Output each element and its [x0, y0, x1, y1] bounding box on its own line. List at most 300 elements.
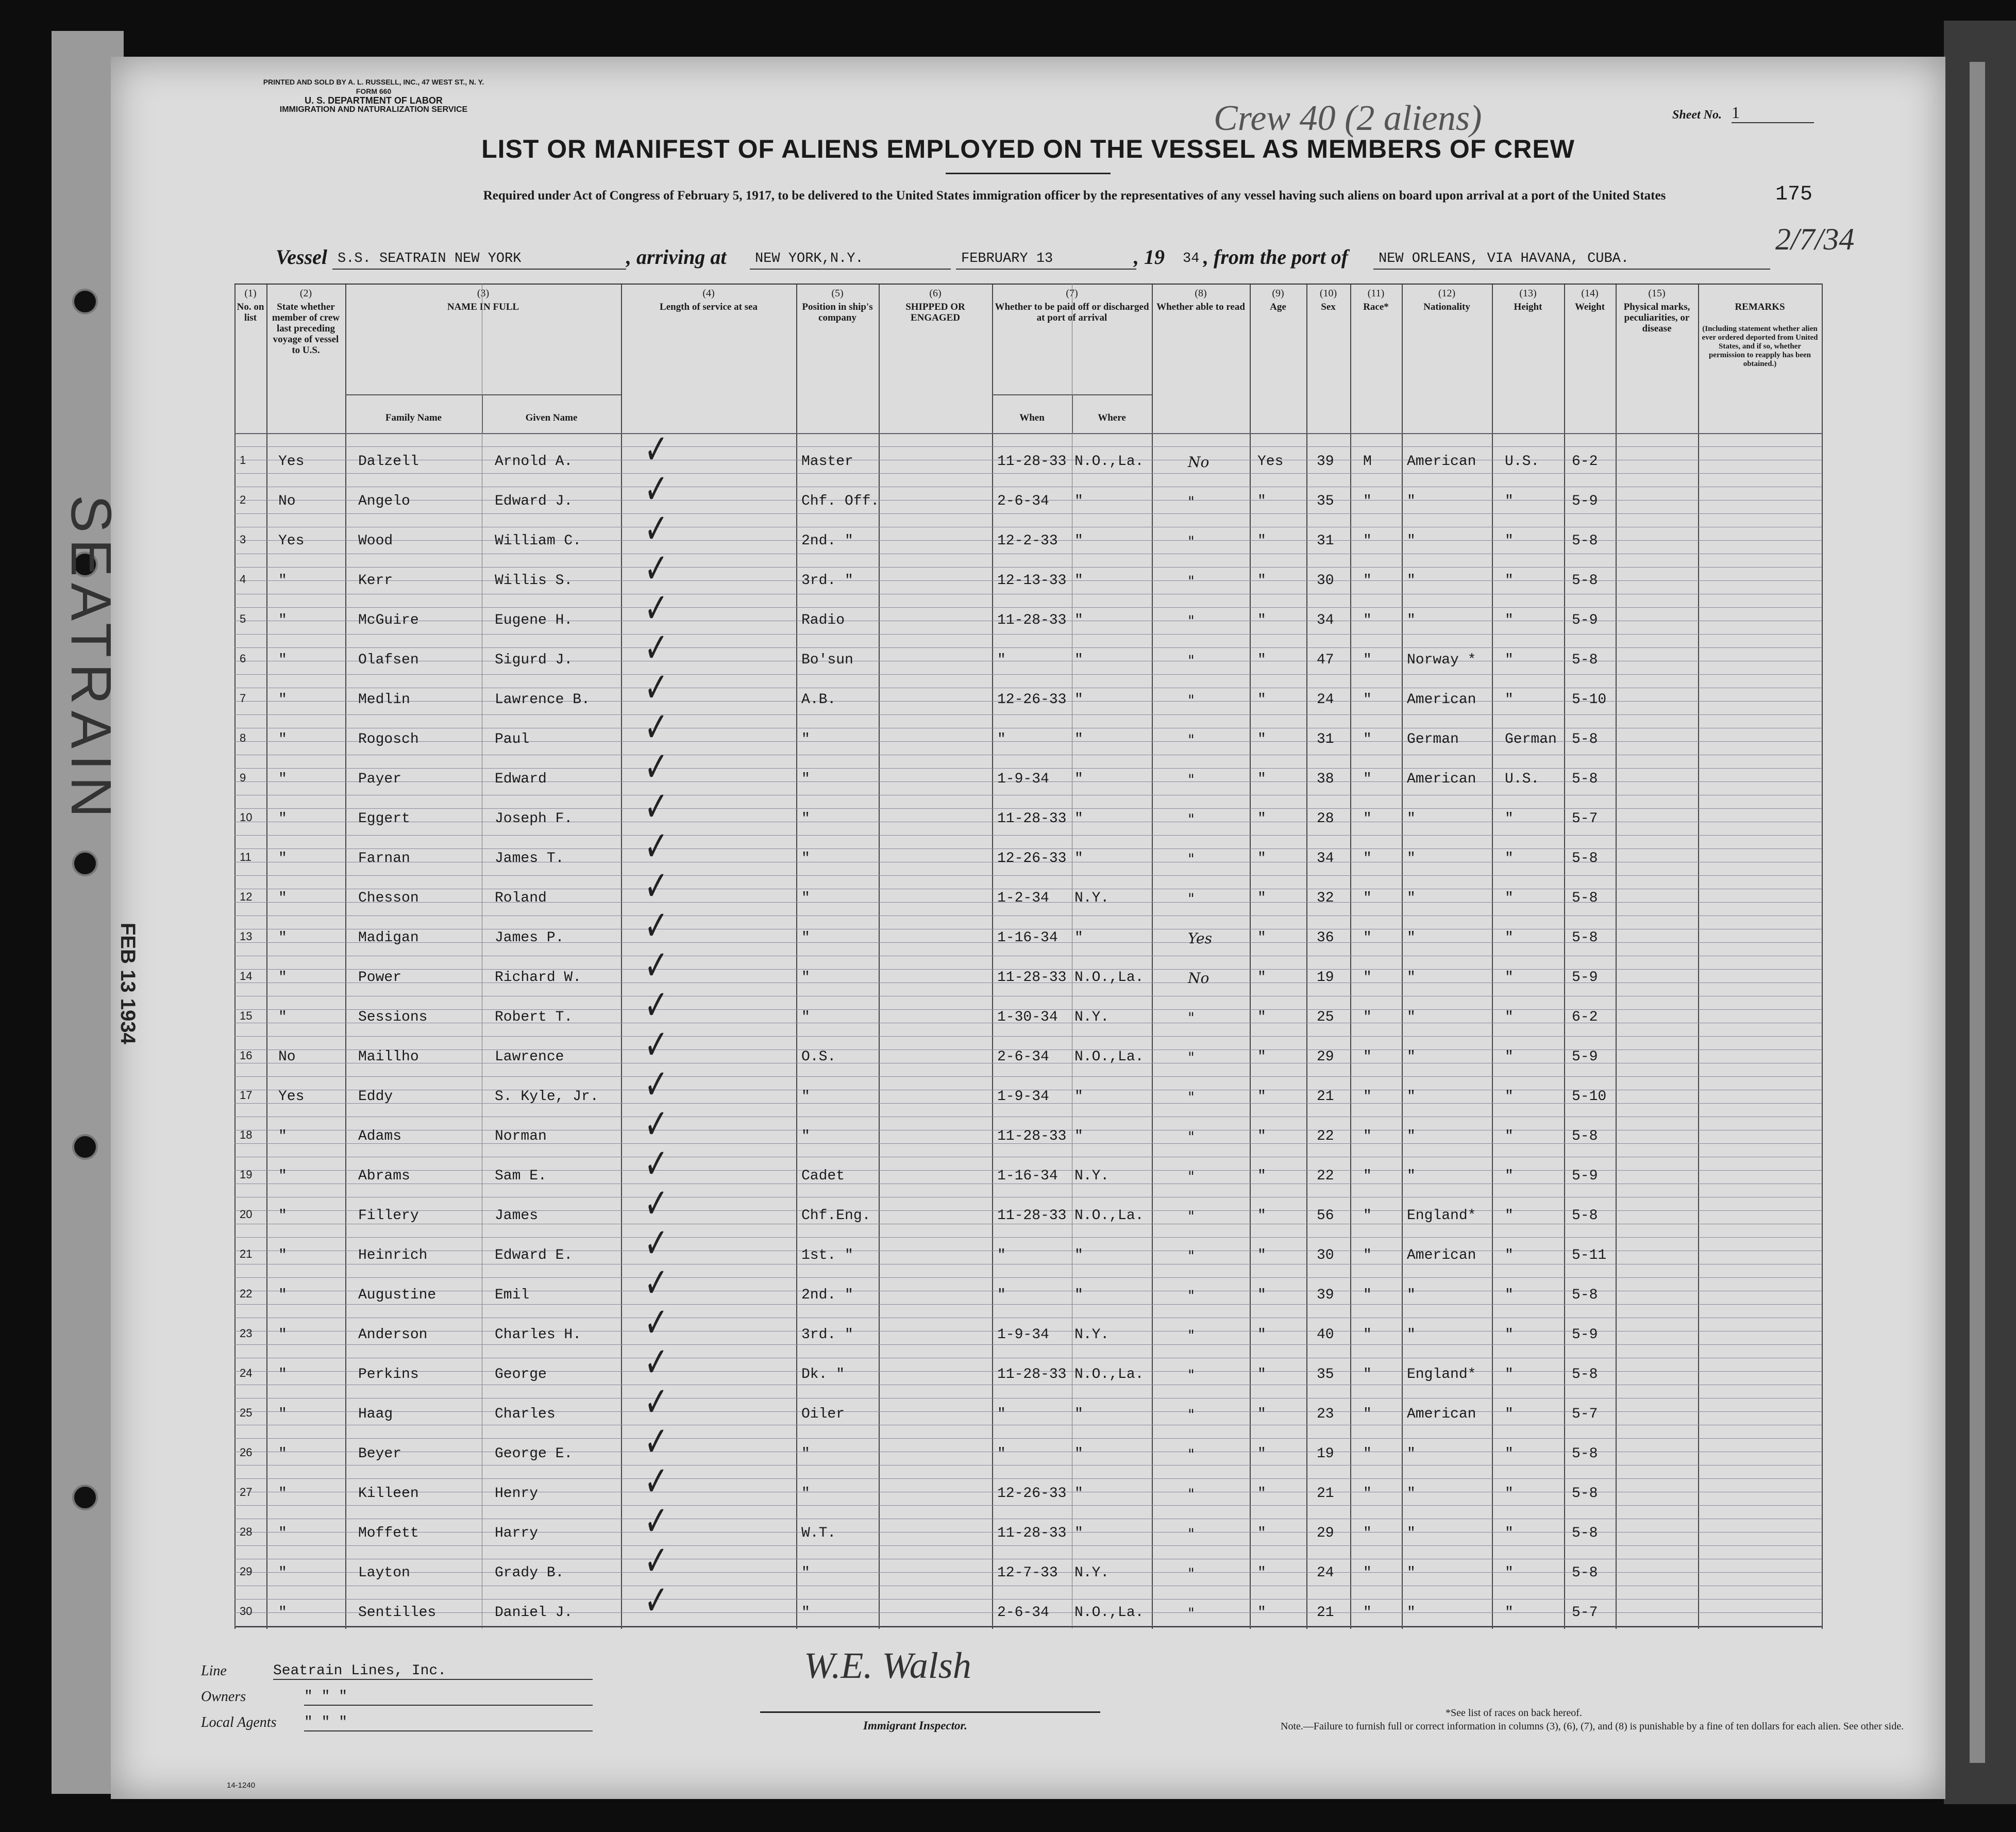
service-check-mark: ✓ — [644, 824, 668, 870]
ruled-line — [234, 607, 1822, 608]
nationality: U.S. — [1505, 454, 1540, 470]
shipped-when: 11-28-33 — [997, 1525, 1067, 1541]
family-name: Fillery — [358, 1208, 419, 1224]
sex: " — [1363, 970, 1372, 986]
paid-off: " — [1188, 1327, 1195, 1344]
shipped-when: 11-28-33 — [997, 1208, 1067, 1224]
service-check-mark: ✓ — [644, 1499, 668, 1544]
shipped-when: 12-26-33 — [997, 692, 1067, 708]
from-port: NEW ORLEANS, VIA HAVANA, CUBA. — [1373, 251, 1770, 270]
height: 5-9 — [1572, 493, 1598, 509]
service-check-mark: ✓ — [644, 1023, 668, 1068]
nationality: " — [1505, 970, 1514, 986]
family-name: Payer — [358, 771, 402, 787]
family-name: Moffett — [358, 1525, 419, 1541]
family-name: Medlin — [358, 692, 410, 708]
paid-off: " — [1188, 1049, 1195, 1066]
shipped-when: 11-28-33 — [997, 612, 1067, 628]
given-name: Paul — [495, 731, 530, 747]
race: " — [1407, 1446, 1416, 1462]
age: 36 — [1317, 930, 1334, 946]
sex: " — [1363, 1565, 1372, 1581]
column-rule — [266, 284, 267, 1629]
column-header: Age — [1270, 302, 1286, 312]
shipped-where: " — [1074, 731, 1083, 747]
prev-voyage: " — [278, 771, 287, 787]
column-header: Weight — [1574, 302, 1605, 312]
height: 5-8 — [1572, 771, 1598, 787]
able-to-read: " — [1257, 1089, 1266, 1105]
sex: " — [1363, 1128, 1372, 1144]
ruled-line — [234, 1036, 1822, 1037]
position: " — [801, 1009, 810, 1025]
race: " — [1407, 1089, 1416, 1105]
nationality: " — [1505, 573, 1514, 589]
printer-imprint — [188, 77, 559, 114]
given-name: Edward E. — [495, 1247, 573, 1263]
prev-voyage: " — [278, 970, 287, 986]
able-to-read: " — [1257, 1525, 1266, 1541]
given-name: Sam E. — [495, 1168, 547, 1184]
shipped-where: " — [1074, 851, 1083, 867]
position: " — [801, 771, 810, 787]
paid-off: " — [1188, 533, 1195, 550]
row-number: 22 — [240, 1287, 253, 1300]
age: 21 — [1317, 1089, 1334, 1105]
race: England* — [1407, 1208, 1476, 1224]
able-to-read: " — [1257, 1565, 1266, 1581]
height: 5-9 — [1572, 970, 1598, 986]
age: 29 — [1317, 1525, 1334, 1541]
height: 5-8 — [1572, 1525, 1598, 1541]
shipped-when: 11-28-33 — [997, 1367, 1067, 1383]
shipped-where: " — [1074, 573, 1083, 589]
able-to-read: " — [1257, 851, 1266, 867]
from-port-label: , from the port of — [1203, 245, 1349, 269]
age: 39 — [1317, 1287, 1334, 1303]
paid-off: " — [1188, 851, 1195, 868]
given-name: Sigurd J. — [495, 652, 573, 668]
row-number: 5 — [240, 612, 246, 625]
height: 5-10 — [1572, 1089, 1607, 1105]
service-check-mark: ✓ — [644, 983, 668, 1028]
race: " — [1407, 1009, 1416, 1025]
nationality: " — [1505, 930, 1514, 946]
service-check-mark: ✓ — [644, 1420, 668, 1465]
race: American — [1407, 692, 1476, 708]
prev-voyage: " — [278, 1208, 287, 1224]
age: 38 — [1317, 771, 1334, 787]
paid-off: " — [1188, 1605, 1195, 1622]
position: 3rd. " — [801, 573, 853, 589]
position: " — [801, 851, 810, 867]
given-name: William C. — [495, 533, 582, 549]
column-number: (8) — [1195, 288, 1207, 299]
age: 19 — [1317, 1446, 1334, 1462]
paid-off: " — [1188, 890, 1195, 907]
row-number: 21 — [240, 1247, 253, 1260]
height: 5-10 — [1572, 692, 1607, 708]
age: 35 — [1317, 1367, 1334, 1383]
position: Master — [801, 454, 853, 470]
paid-off: " — [1188, 811, 1195, 828]
age: 30 — [1317, 573, 1334, 589]
service-check-mark: ✓ — [644, 1062, 668, 1108]
race: " — [1407, 1049, 1416, 1065]
able-to-read: " — [1257, 1486, 1266, 1502]
race: " — [1407, 612, 1416, 628]
column-rule — [1350, 284, 1351, 1629]
row-number: 3 — [240, 533, 246, 546]
prev-voyage: " — [278, 652, 287, 668]
able-to-read: " — [1257, 1168, 1266, 1184]
age: 22 — [1317, 1168, 1334, 1184]
sex: " — [1363, 612, 1372, 628]
row-number: 11 — [240, 851, 251, 863]
sex: " — [1363, 573, 1372, 589]
paid-off: Yes — [1188, 930, 1212, 947]
column-number: (14) — [1581, 288, 1599, 299]
sheet-number-value: 1 — [1732, 103, 1814, 123]
nationality: " — [1505, 533, 1514, 549]
family-name: Olafsen — [358, 652, 419, 668]
shipped-when: 1-16-34 — [997, 1168, 1058, 1184]
prev-voyage: No — [278, 1049, 296, 1065]
shipped-when: 1-9-34 — [997, 1089, 1049, 1105]
family-name: Maillho — [358, 1049, 419, 1065]
prev-voyage: " — [278, 612, 287, 628]
shipped-when: " — [997, 731, 1006, 747]
shipped-when: 11-28-33 — [997, 454, 1067, 470]
binder-edge-inner — [1970, 62, 1985, 1763]
column-number: (11) — [1367, 288, 1385, 299]
service-check-mark: ✓ — [644, 467, 668, 512]
prev-voyage: " — [278, 1486, 287, 1502]
sex: " — [1363, 1406, 1372, 1422]
sex: " — [1363, 1168, 1372, 1184]
row-number: 17 — [240, 1089, 253, 1102]
service-check-mark: ✓ — [644, 1221, 668, 1267]
age: 28 — [1317, 811, 1334, 827]
printer-line: IMMIGRATION AND NATURALIZATION SERVICE — [279, 105, 468, 114]
service-check-mark: ✓ — [644, 785, 668, 830]
shipped-when: 12-2-33 — [997, 533, 1058, 549]
nationality: " — [1505, 811, 1514, 827]
paid-off: " — [1188, 1287, 1195, 1304]
service-check-mark: ✓ — [644, 1301, 668, 1346]
able-to-read: " — [1257, 652, 1266, 668]
column-rule — [1564, 284, 1565, 1629]
given-name: Lawrence — [495, 1049, 564, 1065]
paid-off: " — [1188, 612, 1195, 629]
race: " — [1407, 1128, 1416, 1144]
ruled-line — [234, 1438, 1822, 1439]
prev-voyage: " — [278, 1406, 287, 1422]
nationality: " — [1505, 493, 1514, 509]
position: 2nd. " — [801, 1287, 853, 1303]
vessel-line — [276, 245, 1894, 281]
family-name: Adams — [358, 1128, 402, 1144]
column-rule — [345, 284, 346, 1629]
manifest-title: LIST OR MANIFEST OF ALIENS EMPLOYED ON THE VESSEL AS MEMBERS OF CREW — [481, 135, 1575, 163]
shipped-where: " — [1074, 930, 1083, 946]
service-check-mark: ✓ — [644, 665, 668, 711]
age: 39 — [1317, 454, 1334, 470]
row-number: 10 — [240, 811, 253, 824]
paid-off: " — [1188, 771, 1195, 788]
column-number: (3) — [477, 288, 490, 299]
column-number: (7) — [1066, 288, 1078, 299]
prev-voyage: " — [278, 573, 287, 589]
race: " — [1407, 890, 1416, 906]
column-subheader: Given Name — [525, 412, 578, 423]
shipped-when: 12-7-33 — [997, 1565, 1058, 1581]
service-check-mark: ✓ — [644, 745, 668, 790]
row-number: 28 — [240, 1525, 253, 1538]
height: 5-9 — [1572, 1327, 1598, 1343]
shipped-when: 1-9-34 — [997, 771, 1049, 787]
service-check-mark: ✓ — [644, 427, 668, 473]
age: 32 — [1317, 890, 1334, 906]
race: " — [1407, 1327, 1416, 1343]
position: " — [801, 930, 810, 946]
nationality: " — [1505, 1089, 1514, 1105]
family-name: Augustine — [358, 1287, 436, 1303]
column-header: No. on list — [237, 302, 264, 323]
stamp-number: 175 — [1775, 183, 1813, 206]
race: American — [1407, 1247, 1476, 1263]
age: 56 — [1317, 1208, 1334, 1224]
given-name: Joseph F. — [495, 811, 573, 827]
column-header: Whether to be paid off or discharged at port of arrival — [995, 302, 1149, 323]
given-name: Eugene H. — [495, 612, 573, 628]
height: 5-8 — [1572, 731, 1598, 747]
date-stamp: FEB 13 1934 — [116, 923, 139, 1044]
row-number: 18 — [240, 1128, 253, 1141]
age: 30 — [1317, 1247, 1334, 1263]
row-number: 8 — [240, 731, 246, 744]
position: O.S. — [801, 1049, 836, 1065]
column-rule — [621, 284, 622, 1629]
position: Chf. Off. — [801, 493, 880, 509]
line-value: Seatrain Lines, Inc. — [273, 1663, 593, 1680]
age: 29 — [1317, 1049, 1334, 1065]
position: " — [801, 890, 810, 906]
race: " — [1407, 851, 1416, 867]
paid-off: " — [1188, 1565, 1195, 1582]
ruled-line — [234, 1076, 1822, 1077]
family-name: Anderson — [358, 1327, 428, 1343]
given-name: James P. — [495, 930, 564, 946]
position: " — [801, 1128, 810, 1144]
paid-off: " — [1188, 493, 1195, 510]
service-check-mark: ✓ — [644, 507, 668, 552]
sex: " — [1363, 771, 1372, 787]
sex: M — [1363, 454, 1372, 470]
nationality: " — [1505, 1128, 1514, 1144]
row-number: 19 — [240, 1168, 253, 1181]
height: 5-8 — [1572, 1446, 1598, 1462]
height: 5-9 — [1572, 612, 1598, 628]
column-rule — [1306, 284, 1307, 1629]
ruled-line — [234, 1304, 1822, 1305]
shipped-when: 11-28-33 — [997, 811, 1067, 827]
prev-voyage: " — [278, 1525, 287, 1541]
ruled-line — [234, 567, 1822, 568]
column-header: Height — [1514, 302, 1542, 312]
handwritten-crew-count: Crew 40 (2 aliens) — [1214, 98, 1482, 138]
position: 3rd. " — [801, 1327, 853, 1343]
nationality: " — [1505, 692, 1514, 708]
column-number: (1) — [244, 288, 257, 299]
prev-voyage: Yes — [278, 454, 305, 470]
able-to-read: " — [1257, 1247, 1266, 1263]
column-number: (6) — [929, 288, 942, 299]
family-name: Power — [358, 970, 402, 986]
race: " — [1407, 573, 1416, 589]
ruled-line — [234, 1599, 1822, 1600]
position: " — [801, 811, 810, 827]
row-number: 25 — [240, 1406, 253, 1419]
row-number: 6 — [240, 652, 246, 665]
given-name: Harry — [495, 1525, 539, 1541]
prev-voyage: " — [278, 1247, 287, 1263]
family-name: Angelo — [358, 493, 410, 509]
prev-voyage: " — [278, 930, 287, 946]
shipped-where: N.O.,La. — [1074, 1049, 1144, 1065]
shipped-where: " — [1074, 1287, 1083, 1303]
nationality: " — [1505, 890, 1514, 906]
race: " — [1407, 811, 1416, 827]
nationality: " — [1505, 1367, 1514, 1383]
family-name: Kerr — [358, 573, 393, 589]
age: 31 — [1317, 731, 1334, 747]
age: 24 — [1317, 692, 1334, 708]
age: 35 — [1317, 493, 1334, 509]
ruled-line — [234, 1478, 1822, 1479]
able-to-read: " — [1257, 493, 1266, 509]
owners-value: " " " — [304, 1689, 593, 1706]
shipped-when: " — [997, 1406, 1006, 1422]
service-check-mark: ✓ — [644, 1181, 668, 1227]
family-name: Sentilles — [358, 1605, 436, 1621]
service-check-mark: ✓ — [644, 546, 668, 592]
able-to-read: " — [1257, 1446, 1266, 1462]
height: 6-2 — [1572, 454, 1598, 470]
able-to-read: " — [1257, 970, 1266, 986]
position: Radio — [801, 612, 845, 628]
nationality: German — [1505, 731, 1557, 747]
sex: " — [1363, 930, 1372, 946]
nationality: " — [1505, 612, 1514, 628]
binder-hole — [72, 1485, 98, 1510]
prev-voyage: " — [278, 811, 287, 827]
ruled-line — [234, 674, 1822, 675]
prev-voyage: No — [278, 493, 296, 509]
inspector-label: Immigrant Inspector. — [863, 1719, 967, 1732]
able-to-read: " — [1257, 573, 1266, 589]
age: 21 — [1317, 1486, 1334, 1502]
family-name: Eggert — [358, 811, 410, 827]
column-subheader: (Including statement whether alien ever ordered deported from United States, and if so, whether permission to reapply has been obtained.) — [1702, 325, 1818, 368]
manifest-subtitle: Required under Act of Congress of February 5, 1917, to be delivered to the United States immigration officer by the representatives of any vessel having such aliens on board upon arrival at a port of the United States — [483, 189, 1666, 203]
paid-off: " — [1188, 1406, 1195, 1423]
paid-off: " — [1188, 1089, 1195, 1106]
able-to-read: " — [1257, 1605, 1266, 1621]
given-name: Roland — [495, 890, 547, 906]
family-name: Abrams — [358, 1168, 410, 1184]
binder-hole — [72, 1134, 98, 1160]
able-to-read: " — [1257, 731, 1266, 747]
nationality: " — [1505, 1208, 1514, 1224]
paid-off: " — [1188, 1525, 1195, 1542]
height: 5-7 — [1572, 811, 1598, 827]
prev-voyage: " — [278, 731, 287, 747]
nationality: " — [1505, 851, 1514, 867]
sex: " — [1363, 1605, 1372, 1621]
paid-off: " — [1188, 1208, 1195, 1225]
given-name: Daniel J. — [495, 1605, 573, 1621]
column-header: REMARKS — [1735, 302, 1785, 312]
row-number: 1 — [240, 454, 246, 467]
column-header: Position in ship's company — [802, 302, 873, 323]
sex: " — [1363, 692, 1372, 708]
shipped-when: 11-28-33 — [997, 970, 1067, 986]
able-to-read: " — [1257, 1009, 1266, 1025]
height: 5-7 — [1572, 1406, 1598, 1422]
column-number: (12) — [1438, 288, 1456, 299]
family-name: Layton — [358, 1565, 410, 1581]
row-number: 7 — [240, 692, 246, 705]
given-name: Arnold A. — [495, 454, 573, 470]
given-name: Charles H. — [495, 1327, 582, 1343]
age: 31 — [1317, 533, 1334, 549]
nationality: " — [1505, 1049, 1514, 1065]
race: German — [1407, 731, 1459, 747]
shipped-when: 2-6-34 — [997, 1605, 1049, 1621]
ruled-line — [234, 1237, 1822, 1238]
race: American — [1407, 771, 1476, 787]
shipped-where: " — [1074, 1089, 1083, 1105]
position: " — [801, 1605, 810, 1621]
year-suffix: 34 — [1183, 251, 1200, 267]
ruled-line — [234, 835, 1822, 836]
shipped-where: " — [1074, 1525, 1083, 1541]
prev-voyage: " — [278, 1009, 287, 1025]
shipped-where: " — [1074, 1128, 1083, 1144]
shipped-when: 2-6-34 — [997, 1049, 1049, 1065]
race: American — [1407, 454, 1476, 470]
height: 5-8 — [1572, 1287, 1598, 1303]
nationality: U.S. — [1505, 771, 1540, 787]
row-number: 16 — [240, 1049, 253, 1062]
height: 5-8 — [1572, 533, 1598, 549]
race: " — [1407, 493, 1416, 509]
position: W.T. — [801, 1525, 836, 1541]
nationality: " — [1505, 1168, 1514, 1184]
age: 23 — [1317, 1406, 1334, 1422]
height: 5-8 — [1572, 890, 1598, 906]
shipped-when: " — [997, 1446, 1006, 1462]
paid-off: " — [1188, 1486, 1195, 1503]
binder-hole — [72, 851, 98, 876]
column-rule — [879, 284, 880, 1629]
position: " — [801, 970, 810, 986]
able-to-read: " — [1257, 890, 1266, 906]
row-number: 27 — [240, 1486, 253, 1498]
column-rule — [1822, 284, 1823, 1629]
shipped-where: " — [1074, 1446, 1083, 1462]
